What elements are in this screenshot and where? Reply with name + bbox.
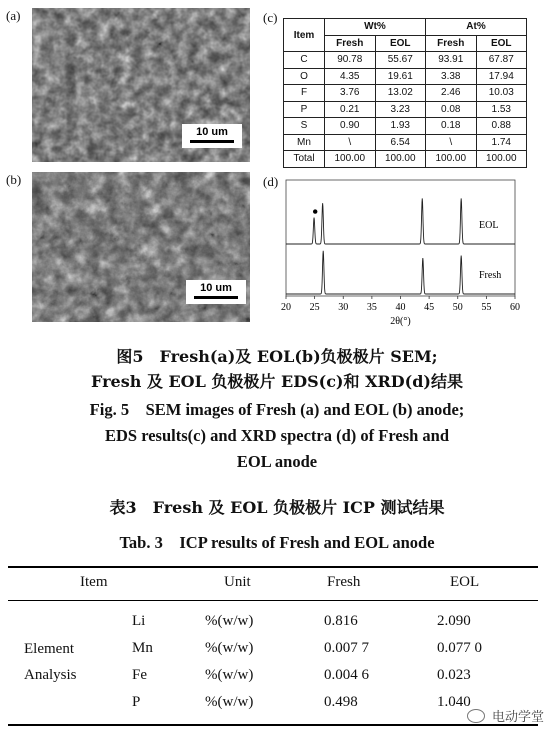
- table-caption-zh: 表3 Fresh 及 EOL 负极极片 ICP 测试结果: [109, 498, 445, 517]
- eds-subheader: Fresh: [325, 35, 376, 52]
- eds-cell: 1.74: [476, 134, 527, 151]
- table-row: [284, 85, 527, 102]
- watermark-text: 电动学堂: [491, 710, 544, 725]
- icp-cell: 0.816: [324, 613, 358, 629]
- series-label-fresh: Fresh: [479, 270, 502, 281]
- panel-c-label: (c): [263, 10, 278, 25]
- icp-cell: 2.090: [437, 613, 471, 629]
- eds-cell: P: [284, 101, 325, 118]
- panel-a-label: (a): [6, 8, 21, 23]
- eds-cell: 1.93: [375, 118, 426, 135]
- eds-cell: 17.94: [476, 68, 527, 85]
- eds-cell: 55.67: [375, 52, 426, 69]
- eds-cell: \: [325, 134, 376, 151]
- eds-cell: 93.91: [426, 52, 477, 69]
- eds-cell: 67.87: [476, 52, 527, 69]
- scale-bar-b-label: 10 um: [200, 282, 232, 294]
- icp-cell: 1.040: [437, 694, 471, 710]
- icp-group-label-1: Element: [24, 641, 74, 657]
- icp-cell: 0.023: [437, 667, 471, 683]
- x-tick-label: 20: [281, 302, 291, 313]
- scale-bar-a: [182, 124, 242, 148]
- eds-cell: \: [426, 134, 477, 151]
- eds-cell: O: [284, 68, 325, 85]
- icp-cell: Fe: [132, 667, 147, 683]
- icp-header-unit: Unit: [224, 574, 251, 590]
- icp-cell: Li: [132, 613, 146, 629]
- eds-at-header: At%: [426, 19, 527, 36]
- sem-image-fresh: [32, 8, 250, 162]
- panel-b-label: (b): [6, 172, 22, 187]
- eds-cell: Total: [284, 151, 325, 168]
- series-label-eol: EOL: [479, 220, 499, 231]
- table-caption-en: Tab. 3 ICP results of Fresh and EOL anode: [119, 533, 435, 552]
- table-row: [284, 118, 527, 135]
- x-tick-label: 25: [309, 302, 320, 313]
- eds-cell: 0.18: [426, 118, 477, 135]
- eds-cell: 3.76: [325, 85, 376, 102]
- eds-item-header: Item: [284, 19, 325, 52]
- eds-subheader: EOL: [375, 35, 426, 52]
- icp-header-eol: EOL: [450, 574, 480, 590]
- figure-caption-en-1: Fig. 5 SEM images of Fresh (a) and EOL (b) anode;: [89, 400, 465, 419]
- eds-cell: 0.90: [325, 118, 376, 135]
- icp-cell: P: [132, 694, 141, 710]
- scale-bar-b: [186, 280, 246, 304]
- icp-header-fresh: Fresh: [327, 574, 361, 590]
- icp-cell: %(w/w): [205, 667, 254, 683]
- eds-cell: 3.23: [375, 101, 426, 118]
- eds-cell: 0.88: [476, 118, 527, 135]
- eds-cell: 100.00: [476, 151, 527, 168]
- icp-header-rule: [8, 600, 538, 601]
- icp-cell: 0.007 7: [324, 640, 369, 656]
- eds-cell: 2.46: [426, 85, 477, 102]
- x-tick-label: 60: [510, 302, 520, 313]
- sem-image-eol: [32, 172, 250, 322]
- eds-cell: 0.21: [325, 101, 376, 118]
- icp-group-label-2: Analysis: [24, 667, 77, 683]
- panel-d-label: (d): [263, 174, 279, 189]
- eds-cell: Mn: [284, 134, 325, 151]
- table-row: [284, 68, 527, 85]
- eds-cell: C: [284, 52, 325, 69]
- icp-cell: 0.004 6: [324, 667, 369, 683]
- eds-cell: 0.08: [426, 101, 477, 118]
- eds-cell: 4.35: [325, 68, 376, 85]
- x-tick-label: 45: [424, 302, 435, 313]
- eds-cell: 13.02: [375, 85, 426, 102]
- x-tick-label: 55: [481, 302, 492, 313]
- wechat-icon: [467, 709, 485, 723]
- x-tick-label: 40: [395, 302, 406, 313]
- icp-cell: %(w/w): [205, 694, 254, 710]
- eds-cell: 3.38: [426, 68, 477, 85]
- xrd-chart: [270, 178, 550, 328]
- table-row: [284, 52, 527, 69]
- x-tick-label: 35: [366, 302, 377, 313]
- table-row: [284, 134, 527, 151]
- eds-subheader: EOL: [476, 35, 527, 52]
- icp-cell: %(w/w): [205, 613, 254, 629]
- figure-caption-zh-1: 图5 Fresh(a)及 EOL(b)负极极片 SEM;: [116, 347, 438, 366]
- scale-bar-a-label: 10 um: [196, 126, 228, 138]
- eds-cell: 90.78: [325, 52, 376, 69]
- x-tick-label: 50: [452, 302, 463, 313]
- eds-subheader: Fresh: [426, 35, 477, 52]
- icp-cell: 0.077 0: [437, 640, 482, 656]
- eds-cell: 6.54: [375, 134, 426, 151]
- icp-cell: 0.498: [324, 694, 358, 710]
- figure-caption-zh-2: Fresh 及 EOL 负极极片 EDS(c)和 XRD(d)结果: [91, 372, 463, 391]
- eds-cell: 1.53: [476, 101, 527, 118]
- eds-cell: 10.03: [476, 85, 527, 102]
- eds-cell: 100.00: [426, 151, 477, 168]
- eds-wt-header: Wt%: [325, 19, 426, 36]
- peak-marker: [313, 209, 317, 213]
- eds-cell: S: [284, 118, 325, 135]
- eds-cell: F: [284, 85, 325, 102]
- icp-bottom-rule: [8, 724, 538, 726]
- x-axis-label: 2θ(°): [390, 316, 411, 327]
- table-row: [284, 101, 527, 118]
- table-row: [284, 151, 527, 168]
- eds-cell: 100.00: [325, 151, 376, 168]
- eds-cell: 19.61: [375, 68, 426, 85]
- x-tick-label: 30: [338, 302, 349, 313]
- icp-cell: %(w/w): [205, 640, 254, 656]
- figure-caption-en-3: EOL anode: [236, 452, 318, 471]
- icp-cell: Mn: [132, 640, 153, 656]
- watermark: [467, 706, 544, 725]
- figure-caption-en-2: EDS results(c) and XRD spectra (d) of Fresh and: [104, 426, 450, 445]
- eds-cell: 100.00: [375, 151, 426, 168]
- icp-header-item: Item: [80, 574, 108, 590]
- eds-table: [283, 18, 527, 168]
- icp-top-rule: [8, 566, 538, 568]
